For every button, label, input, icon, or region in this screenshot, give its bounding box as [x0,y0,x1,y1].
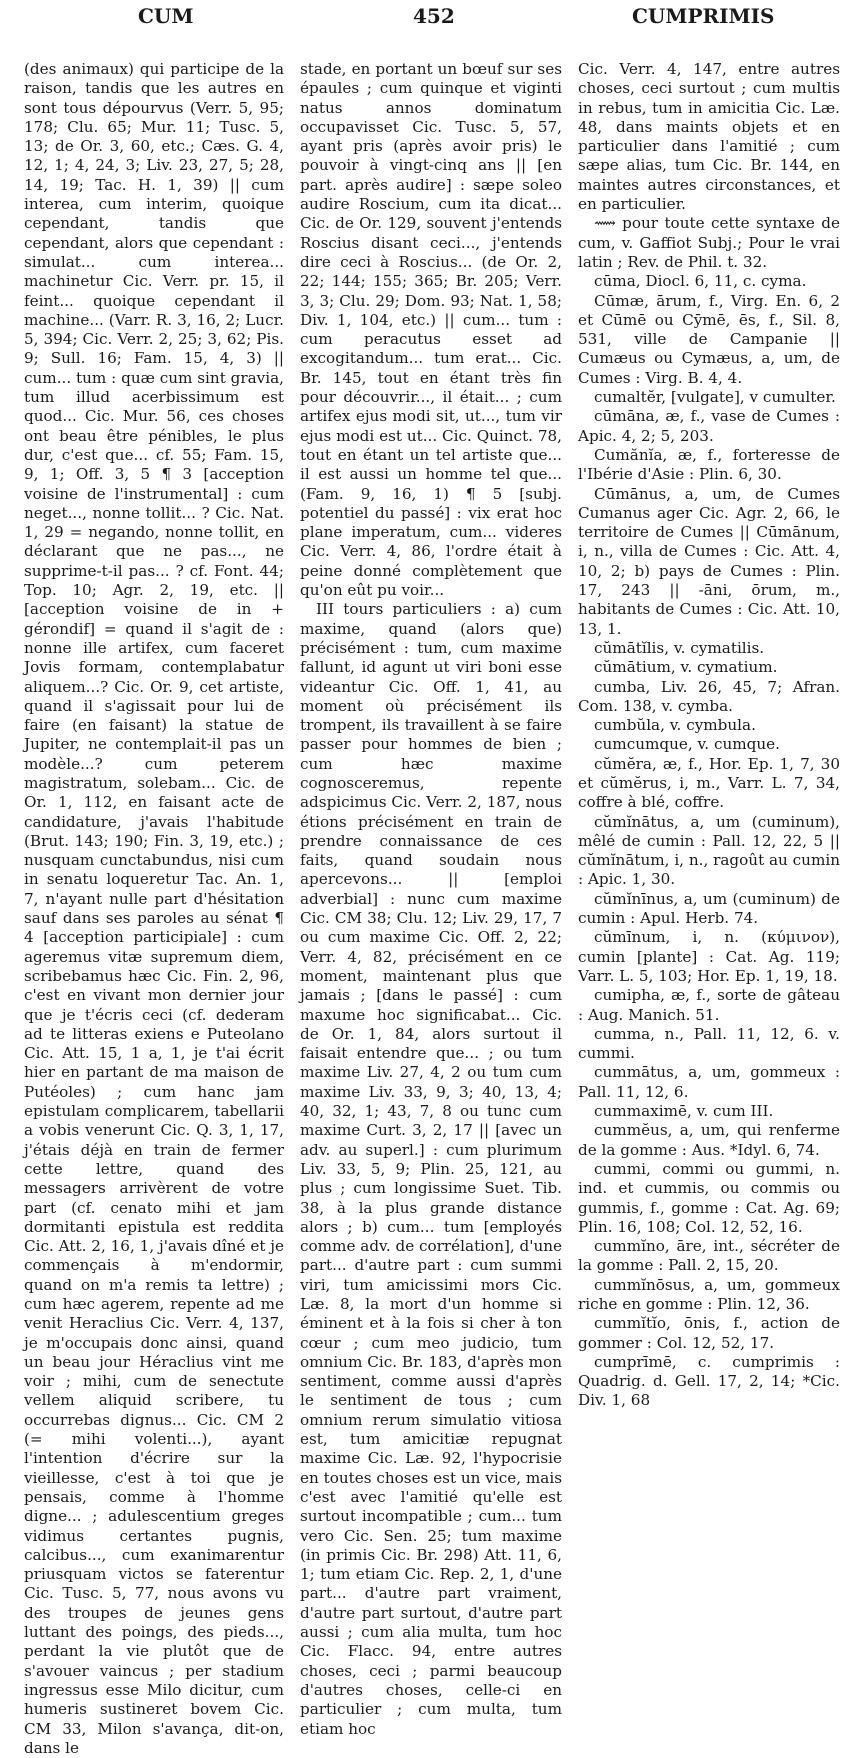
col3-entry: cumprīmē, c. cumprimis : Quadrig. d. Gell. 17, 2, 14; *Cic. Div. 1, 68 [578,1352,840,1410]
col3-entry: cŭmĭnīnus, a, um (cuminum) de cumin : Apul. Herb. 74. [578,889,840,928]
running-head-left: CUM [138,4,194,28]
col3-entry: cumbŭla, v. cymbula. [594,716,756,735]
col3-entry: cūma, Diocl. 6, 11, c. cyma. [594,272,807,291]
col1-paragraph-1: (des animaux) qui participe de la raison, tandis que les autres en sont tous dépourvus (Verr. 5, 95; 178; Clu. 65; Mur. 11; Tusc. 5, 13; de Or. 3, 60, etc.; Cæs. G. 4, 12, 1; 4, 24, 3; Liv. 23, 27, 5; 28, 14, 19; Tac. H. 1, 39) || cum interea, cum interim, quoique cependant, tandis que cependant, alors que cependant : simulat... cum interea... machinetur Cic. Verr. pr. 15, il feint... quoique cependant il machine... (Varr. R. 3, 16, 2; Lucr. 5, 394; Cic. Verr. 2, 25; 3, 62; Pis. 9; Sull. 16; Fam. 15, 4, 3) || cum... tum : quæ cum sint gravia, tum illud acerbissimum est quod... Cic. Mur. 56, ces choses ont beau être pénibles, le plus dur, c'est que... cf. 55; Fam. 15, 9, 1; Off. 3, 5 ¶ 3 [acception voisine de l'instrumental] : cum neget..., nonne tollit... ? Cic. Nat. 1, 29 = negando, nonne tollit, en déclarant que ne pas..., ne supprime-t-il pas... ? cf. Font. 44; Top. 10; Agr. 2, 19, etc. || [acception voisine de in + gérondif] = quand il s'agit de : nonne ille artifex, cum faceret Jovis formam, contemplabatur aliquem...? Cic. Or. 9, cet artiste, quand il s'agissait pour lui de faire (en faisant) la statue de Jupiter, ne contemplait-il pas un modèle...? cum peterem magistratum, solebam... Cic. de Or. 1, 112, en faisant acte de candidature, j'avais l'habitude (Brut. 143; 190; Fin. 3, 19, etc.) ; nusquam cunctabundus, nisi cum in senatu loqueretur Tac. An. 1, 7, n'ayant nulle part d'hésitation sauf dans ses paroles au sénat ¶ 4 [acception participiale] : cum ageremus vitæ supremum diem, scribebamus hæc Cic. Fin. 2, 96, c'est en vivant mon dernier jour que je t'écris ceci (cf. dederam ad te litteras exiens e Puteolano Cic. Att. 15, 1 a, 1, je t'ai écrit hier en partant de ma maison de Putéoles) ; cum hanc jam epistulam complicarem, tabellarii a vobis venerunt Cic. Q. 3, 1, 17, j'étais déjà en train de fermer cette lettre, quand des messagers arrivèrent de votre part (cf. cenato mihi et jam dormitanti epistula est reddita Cic. Att. 2, 16, 1, j'avais dîné et je commençais à m'endormir, quand on m'a remis ta lettre) ; cum hæc agerem, repente ad me venit Heraclius Cic. Verr. 4, 137, je m'occupais donc ainsi, quand un beau jour Héraclius vint me voir ; mihi, cum de senectute vellem aliquid scribere, tu occurrebas dignus... Cic. CM 2 (= mihi volenti...), ayant l'intention d'écrire sur la vieillesse, c'est à toi que je pensais, comme à l'homme digne... ; adulescentium greges vidimus certantes pugnis, calcibus..., cum exanimarentur priusquam victos se faterentur Cic. Tusc. 5, 77, nous avons vu des troupes de jeunes gens luttant des poings, des pieds..., perdant la vie plutôt que de s'avouer vaincus ; per stadium ingressus esse Milo dicitur, cum humeris sustineret bovem Cic. CM 33, Milon s'avança, dit-on, dans le [24,60,284,1757]
column-1 [24,60,284,1757]
col3-entry: cummātus, a, um, gommeux : Pall. 11, 12, 6. [578,1063,840,1101]
col2-paragraph-2: III tours particuliers : a) cum maxime, quand (alors que) précisément : tum, cum maxime fallunt, id agunt ut viri boni esse videantur Cic. Off. 1, 41, au moment où précisément ils trompent, ils travaillent à se faire passer pour hommes de bien ; cum hæc maxime cognosceremus, repente adspicimus Cic. Verr. 2, 187, nous étions précisément en train de prendre connaissance de ces faits, quand soudain nous apercevons... || [emploi adverbial] : nunc cum maxime Cic. CM 38; Clu. 12; Liv. 29, 17, 7 ou cum maxime Cic. Off. 2, 22; Verr. 4, 82, précisément en ce moment, maintenant plus que jamais ; [dans le passé] : cum maxume hoc significabat... Cic. de Or. 1, 84, alors surtout il faisait entendre que... ; ou tum maxime Liv. 27, 4, 2 ou tum cum maxime Liv. 33, 9, 3; 40, 13, 4; 40, 32, 1; 43, 7, 8 ou tunc cum maxime Curt. 3, 2, 17 || [avec un adv. au superl.] : cum plurimum Liv. 33, 5, 9; Plin. 25, 121, au plus ; cum longissime Suet. Tib. 38, à la plus grande distance alors ; b) cum... tum [employés comme adv. de corrélation], d'une part... d'autre part : cum summi viri, tum amicissimi mors Cic. Læ. 8, la mort d'un homme si éminent et à la fois si cher à ton cœur ; cum meo judicio, tum omnium Cic. Br. 183, d'après mon sentiment, comme aussi d'après le sentiment de tous ; cum omnium rerum simulatio vitiosa est, tum amicitiæ repugnat maxime Cic. Læ. 92, l'hypocrisie en toutes choses est un vice, mais c'est avec l'amitié qu'elle est surtout incompatible ; cum... tum vero Cic. Sen. 25; tum maxime (in primis Cic. Br. 298) Att. 11, 6, 1; tum etiam Cic. Rep. 2, 1, d'une part... d'autre part vraiment, d'autre part surtout, d'autre part aussi ; cum alia multa, tum hoc Cic. Flacc. 94, entre autres choses, ceci ; parmi beaucoup d'autres choses, celle-ci en particulier ; cum multa, tum etiam hoc [300,600,562,1738]
page-number: 452 [413,4,455,28]
column-3 [578,60,840,1410]
col3-entry: Cic. Verr. 4, 147, entre autres choses, ceci surtout ; cum multis in rebus, tum in amicitia Cic. Læ. 48, dans maints objets et en particulier dans l'amitié ; cum sæpe alias, tum Cic. Br. 144, en maintes autres circonstances, et en particulier. [578,60,840,214]
col3-entry: ⟿ pour toute cette syntaxe de cum, v. Gaffiot Subj.; Pour le vrai latin ; Rev. de Phil. t. 32. [578,214,840,271]
col3-entry: cummĭtĭo, ōnis, f., action de gommer : Col. 12, 52, 17. [578,1314,840,1352]
col3-entry: cŭmĭnātus, a, um (cuminum), mêlé de cumin : Pall. 12, 22, 5 || cŭmĭnātum, i, n., ragoût au cumin : Apic. 1, 30. [578,812,840,889]
col3-entry: cŭmātĭlis, v. cymatilis. [594,638,765,657]
col3-entry: cummĭno, āre, int., sécréter de la gomme : Pall. 2, 15, 20. [578,1237,840,1275]
running-head-right: CUMPRIMIS [632,4,775,28]
col3-entry: cumipha, æ, f., sorte de gâteau : Aug. Manich. 51. [578,986,840,1024]
col3-entry: Cūmānus, a, um, de Cumes Cumanus ager Cic. Agr. 2, 66, le territoire de Cumes || Cūmānum, i, n., villa de Cumes : Cic. Att. 4, 10, 2; b) pays de Cumes : Plin. 17, 243 || -āni, ōrum, m., habitants de Cumes : Cic. Att. 10, 13, 1. [578,484,840,638]
col2-paragraph-1: stade, en portant un bœuf sur ses épaules ; cum quinque et viginti natus annos dominatum occupavisset Cic. Tusc. 5, 57, ayant pris (après avoir pris) le pouvoir à vingt-cinq ans || [en part. après audire] : sæpe soleo audire Roscium, cum ita dicat... Cic. de Or. 129, souvent j'entends Roscius disant ceci..., j'entends dire ceci à Roscius... (de Or. 2, 22; 144; 155; 365; Br. 205; Verr. 3, 3; Clu. 29; Dom. 93; Nat. 1, 58; Div. 1, 104, etc.) || cum... tum : cum peracutus esset ad excogitandum... tum erat... Cic. Br. 145, tout en étant très fin pour découvrir..., il était... ; cum artifex ejus modi sit, ut..., tum vir ejus modi est ut... Cic. Quinct. 78, tout en étant un tel artiste que... il est aussi un homme tel que... (Fam. 9, 16, 1) ¶ 5 [subj. potentiel du passé] : vix erat hoc plane imperatum, cum... videres Cic. Verr. 4, 86, l'ordre était à peine donné complètement que qu'on eût pu voir... [300,60,562,600]
col3-entry: Cumănĭa, æ, f., forteresse de l'Ibérie d'Asie : Plin. 6, 30. [578,445,840,484]
col3-entry: cumaltĕr, [vulgate], v cumulter. [594,388,836,407]
col3-entry: cummaximē, v. cum III. [594,1102,774,1121]
col3-entry: cŭmātium, v. cymatium. [594,658,778,677]
col3-entry: cumcumque, v. cumque. [594,735,780,754]
col3-entry: cummĭnōsus, a, um, gommeux riche en gomme : Plin. 12, 36. [578,1275,840,1313]
col3-entry: cŭmĕra, æ, f., Hor. Ep. 1, 7, 30 et cŭmĕrus, i, m., Varr. L. 7, 34, coffre à blé, coffre. [578,754,840,812]
column-2 [300,60,562,1738]
col3-entry: cumma, n., Pall. 11, 12, 6. v. cummi. [578,1024,840,1063]
col3-entry: Cūmæ, ārum, f., Virg. En. 6, 2 et Cūmē ou Cȳmē, ēs, f., Sil. 8, 531, ville de Campanie || Cumæus ou Cymæus, a, um, de Cumes : Virg. B. 4, 4. [578,291,840,387]
col3-entry: cŭmīnum, i, n. (κύμινον), cumin [plante] : Cat. Ag. 119; Varr. L. 5, 103; Hor. Ep. 1, 19, 18. [578,928,840,985]
col3-entry: cūmāna, æ, f., vase de Cumes : Apic. 4, 2; 5, 203. [578,407,840,445]
col3-entry: cummi, commi ou gummi, n. ind. et cummis, ou commis ou gummis, f., gomme : Cat. Ag. 69; Plin. 16, 108; Col. 12, 52, 16. [578,1159,840,1236]
col3-entry: cummĕus, a, um, qui renferme de la gomme : Aus. *Idyl. 6, 74. [578,1121,840,1159]
col3-entry: cumba, Liv. 26, 45, 7; Afran. Com. 138, v. cymba. [578,677,840,715]
